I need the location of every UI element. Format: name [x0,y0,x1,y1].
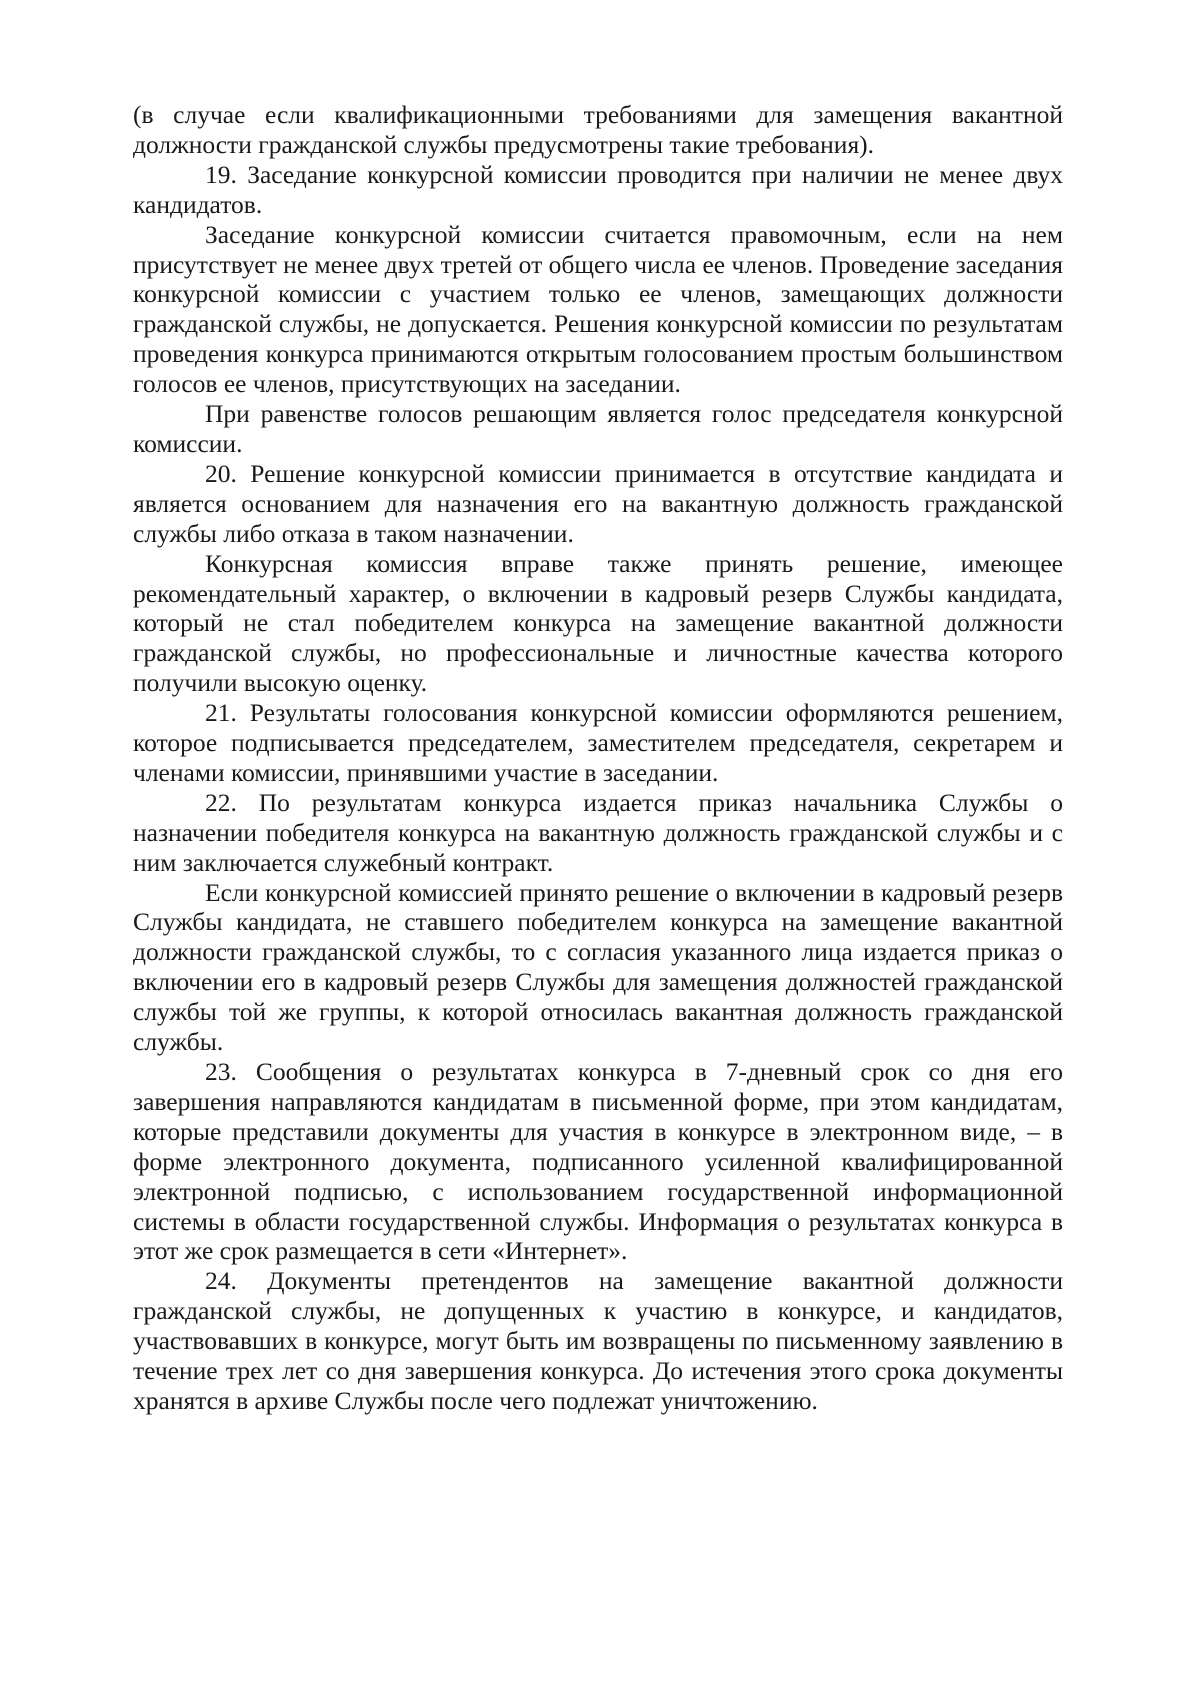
paragraph-reserve-recommendation: Конкурсная комиссия вправе также принять решение, имеющее рекомендательный характер, о включении в кадровый резерв Службы кандидата, который не стал победителем конкурса на замещение вакантной должности гражданской службы, но профессиональные и личностные качества которого получили высокую оценку. [133,548,1063,698]
paragraph-quorum: Заседание конкурсной комиссии считается правомочным, если на нем присутствует не менее двух третей от общего числа ее членов. Проведение заседания конкурсной комиссии с участием только ее членов, замещающих должности гражданской службы, не допускается. Решения конкурсной комиссии по результатам проведения конкурса принимаются открытым голосованием простым большинством голосов ее членов, присутствующих на заседании. [133,219,1063,399]
paragraph-continuation: (в случае если квалификационными требованиями для замещения вакантной должности гражданской службы предусмотрены такие требования). [133,100,1063,159]
paragraph-tie-vote: При равенстве голосов решающим является голос председателя конкурсной комиссии. [133,399,1063,458]
paragraph-item-19: 19. Заседание конкурсной комиссии проводится при наличии не менее двух кандидатов. [133,159,1063,219]
paragraph-item-20: 20. Решение конкурсной комиссии принимается в отсутствие кандидата и является основанием для назначения его на вакантную должность гражданской службы либо отказа в таком назначении. [133,458,1063,548]
paragraph-item-21: 21. Результаты голосования конкурсной комиссии оформляются решением, которое подписывается председателем, заместителем председателя, секретарем и членами комиссии, принявшими участие в заседании. [133,698,1063,787]
paragraph-item-23: 23. Сообщения о результатах конкурса в 7-дневный срок со дня его завершения направляются кандидатам в письменной форме, при этом кандидатам, которые представили документы для участия в конкурсе в электронном виде, – в форме электронного документа, подписанного усиленной квалифицированной электронной подписью, с использованием государственной информационной системы в области государственной службы. Информация о результатах конкурса в этот же срок размещается в сети «Интернет». [133,1057,1063,1266]
paragraph-item-24: 24. Документы претендентов на замещение вакантной должности гражданской службы, не допущенных к участию в конкурсе, и кандидатов, участвовавших в конкурсе, могут быть им возвращены по письменному заявлению в течение трех лет со дня завершения конкурса. До истечения этого срока документы хранятся в архиве Службы после чего подлежат уничтожению. [133,1266,1063,1415]
paragraph-item-22: 22. По результатам конкурса издается приказ начальника Службы о назначении победителя конкурса на вакантную должность гражданской службы и с ним заключается служебный контракт. [133,787,1063,877]
paragraph-reserve-order: Если конкурсной комиссией принято решение о включении в кадровый резерв Службы кандидата, не ставшего победителем конкурса на замещение вакантной должности гражданской службы, то с согласия указанного лица издается приказ о включении его в кадровый резерв Службы для замещения должностей гражданской службы той же группы, к которой относилась вакантная должность гражданской службы. [133,877,1063,1057]
document-page [133,100,1063,1416]
